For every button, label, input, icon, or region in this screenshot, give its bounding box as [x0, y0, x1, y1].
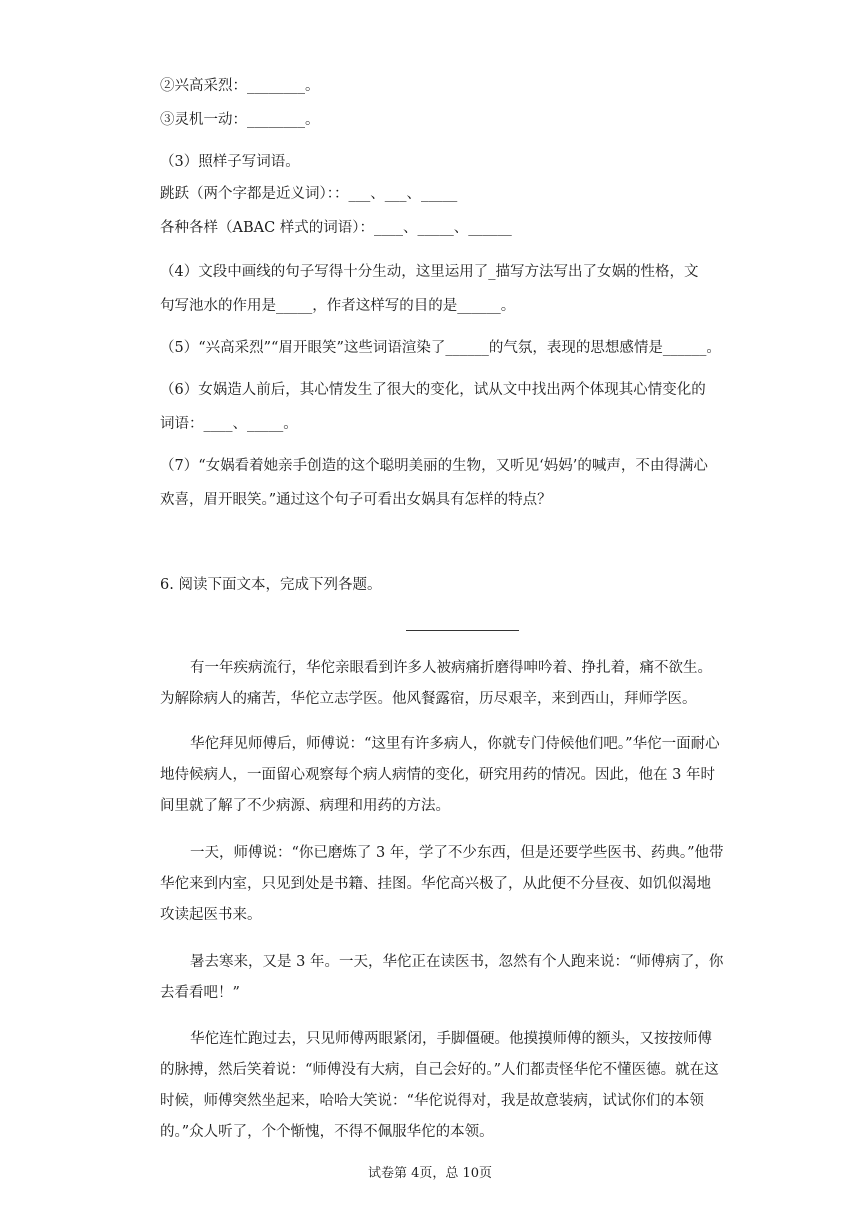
text-line-13: 6. 阅读下面文本，完成下列各题。: [160, 577, 382, 593]
title-blank: [406, 629, 519, 631]
text-line-6: （4）文段中画线的句子写得十分生动，这里运用了_描写方法写出了女娲的性格，文: [160, 264, 699, 280]
story-paragraph-4: [160, 947, 725, 1009]
text-line-2: ③灵机一动：________。: [160, 112, 320, 128]
page-footer: 试卷第 4页，总 10页: [367, 1166, 493, 1181]
story-paragraph-1: [160, 653, 725, 715]
paragraph-text: 有一年疾病流行，华佗亲眼看到许多人被病痛折磨得呻吟着、挣扎着，痛不欲生。为解除病人的痛苦，华佗立志学医。他风餐露宿，历尽艰辛，来到西山，拜师学医。: [160, 660, 712, 707]
text-line-4: 跳跃（两个字都是近义词）：：___、___、_____: [160, 186, 458, 202]
text-line-12: 欢喜，眉开眼笑。”通过这个句子可看出女娲具有怎样的特点？: [160, 492, 552, 508]
text-line-5: 各种各样（ABAC 样式的词语）：____、_____、______: [160, 220, 512, 236]
text-line-7: 句写池水的作用是_____，作者这样写的目的是______。: [160, 298, 516, 314]
text-line-9: （6）女娲造人前后，其心情发生了很大的变化，试从文中找出两个体现其心情变化的: [160, 382, 706, 398]
text-line-8: （5）“兴高采烈”“眉开眼笑”这些词语渲染了______的气氛，表现的思想感情是______。: [160, 340, 721, 356]
paragraph-text: 华佗拜见师傅后，师傅说：“这里有许多病人，你就专门侍候他们吧。”华佗一面耐心地侍候病人，一面留心观察每个病人病情的变化，研究用药的情况。因此，他在 3 年时间里就了解了不少病源、病理和用药的方法。: [160, 736, 720, 814]
paragraph-text: 暑去寒来，又是 3 年。一天，华佗正在读医书，忽然有个人跑来说：“师傅病了，你去看看吧！”: [160, 954, 724, 1001]
story-paragraph-5: [160, 1024, 725, 1148]
text-line-1: ②兴高采烈：________。: [160, 78, 320, 94]
text-line-10: 词语：____、_____。: [160, 416, 298, 432]
story-paragraph-2: [160, 729, 725, 822]
text-line-11: （7）“女娲看着她亲手创造的这个聪明美丽的生物，又听见‘妈妈’的喊声，不由得满心: [160, 458, 708, 474]
paragraph-text: 华佗连忙跑过去，只见师傅两眼紧闭，手脚僵硬。他摸摸师傅的额头，又按按师傅的脉搏，然后笑着说：“师傅没有大病，自己会好的。”人们都责怪华佗不懂医德。就在这时候，师傅突然坐起来，哈哈大笑说：“华佗说得对，我是故意装病，试试你们的本领的。”众人听了，个个惭愧，不得不佩服华佗的本领。: [160, 1031, 719, 1140]
story-paragraph-3: [160, 838, 725, 931]
text-line-3: （3）照样子写词语。: [160, 154, 300, 170]
paragraph-text: 一天，师傅说：“你已磨炼了 3 年，学了不少东西，但是还要学些医书、药典。”他带华佗来到内室，只见到处是书籍、挂图。华佗高兴极了，从此便不分昼夜、如饥似渴地攻读起医书来。: [160, 845, 724, 923]
